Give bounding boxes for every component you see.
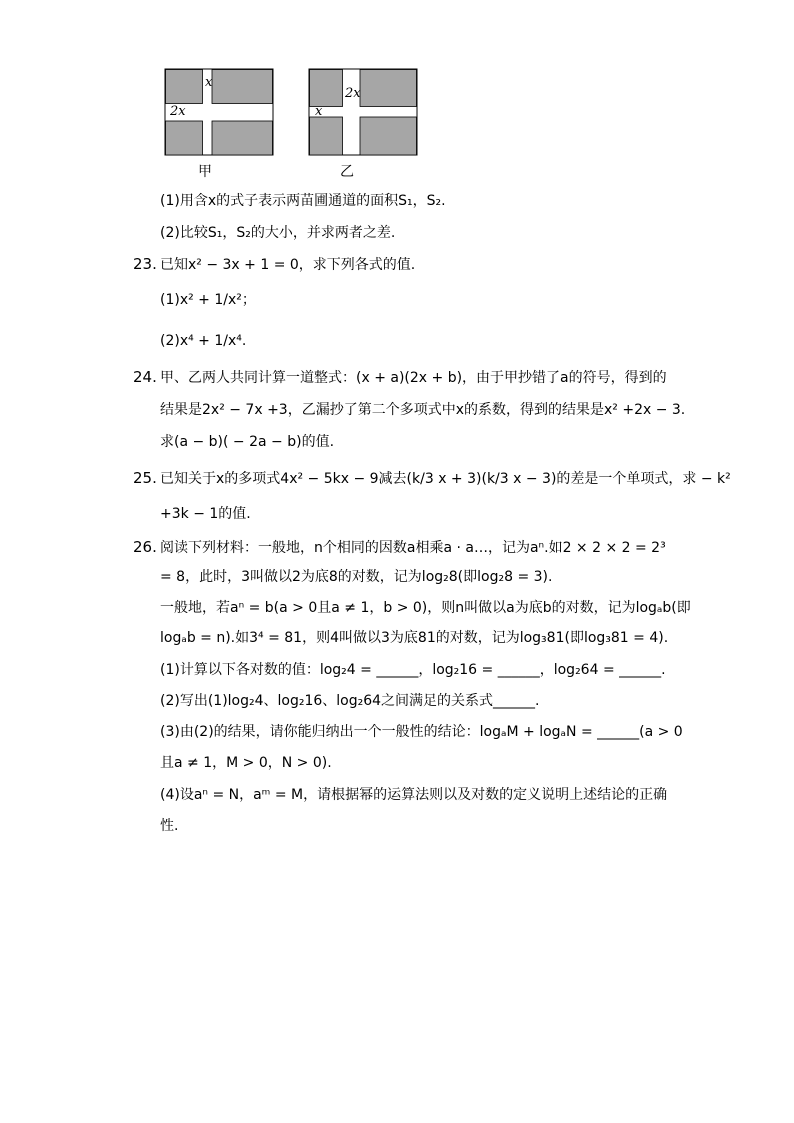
q25-line2: +3k − 1的值. — [160, 506, 251, 522]
figure-yi — [308, 68, 420, 158]
q22-part2: (2)比较S₁，S₂的大小，并求两者之差. — [160, 225, 396, 241]
q26-number: 26. — [133, 538, 157, 556]
q26-line2: = 8，此时，3叫做以2为底8的对数，记为log₂8(即log₂8 = 3). — [160, 569, 553, 585]
figure-jia-plot-tl — [166, 70, 203, 104]
figure-jia-plot-br — [212, 121, 273, 155]
q22-part1: (1)用含x的式子表示两苗圃通道的面积S₁，S₂. — [160, 193, 446, 209]
figure-yi-plot-tr — [360, 70, 417, 107]
figure-jia-caption: 甲 — [198, 164, 212, 180]
figure-yi-x-label: x — [315, 104, 323, 119]
figure-jia-x-label: x — [205, 75, 213, 90]
figure-yi-plot-bl — [310, 117, 343, 155]
figure-jia-plot-bl — [166, 121, 203, 155]
figure-jia-2x-label: 2x — [170, 104, 186, 119]
q26-line3: 一般地，若aⁿ = b(a > 0且a ≠ 1，b > 0)，则n叫做以a为底b的对数，记为logₐb(即 — [160, 600, 691, 616]
q26-part3-cont: 且a ≠ 1，M > 0，N > 0). — [160, 755, 332, 771]
q26-part4: (4)设aⁿ = N，aᵐ = M，请根据幂的运算法则以及对数的定义说明上述结论的正确 — [160, 787, 668, 803]
q26-line4: logₐb = n).如3⁴ = 81，则4叫做以3为底81的对数，记为log₃81(即log₃81 = 4). — [160, 630, 669, 646]
q23-part1: (1)x² + 1/x²； — [160, 292, 256, 308]
q23-stem: 已知x² − 3x + 1 = 0，求下列各式的值. — [160, 257, 416, 273]
q26-part4-cont: 性. — [160, 818, 179, 834]
figure-yi-plot-br — [360, 117, 417, 155]
q24-line3: 求(a − b)( − 2a − b)的值. — [160, 434, 335, 450]
figure-yi-2x-label: 2x — [345, 86, 361, 101]
q26-part3: (3)由(2)的结果，请你能归纳出一个一般性的结论：logₐM + logₐN = ______(a > 0 — [160, 724, 683, 740]
q26-part1: (1)计算以下各对数的值：log₂4 = ______，log₂16 = ______，log₂64 = ______. — [160, 662, 666, 678]
q23-part2: (2)x⁴ + 1/x⁴. — [160, 333, 247, 349]
q24-number: 24. — [133, 368, 157, 386]
q26-line1: 阅读下列材料：一般地，n个相同的因数a相乘a · a…，记为aⁿ.如2 × 2 × 2 = 2³ — [160, 540, 666, 556]
q24-line1: 甲、乙两人共同计算一道整式：(x + a)(2x + b)，由于甲抄错了a的符号，得到的 — [160, 370, 667, 386]
figure-jia-plot-tr — [212, 70, 273, 104]
figure-yi-caption: 乙 — [340, 164, 354, 180]
figure-yi-plot-tl — [310, 70, 343, 107]
q25-line1: 已知关于x的多项式4x² − 5kx − 9减去(k/3 x + 3)(k/3 x − 3)的差是一个单项式，求 − k² — [160, 471, 731, 487]
q26-part2: (2)写出(1)log₂4、log₂16、log₂64之间满足的关系式______. — [160, 693, 540, 709]
q23-number: 23. — [133, 255, 157, 273]
q25-number: 25. — [133, 469, 157, 487]
q24-line2: 结果是2x² − 7x +3，乙漏抄了第二个多项式中x的系数，得到的结果是x² +2x − 3. — [160, 402, 686, 418]
